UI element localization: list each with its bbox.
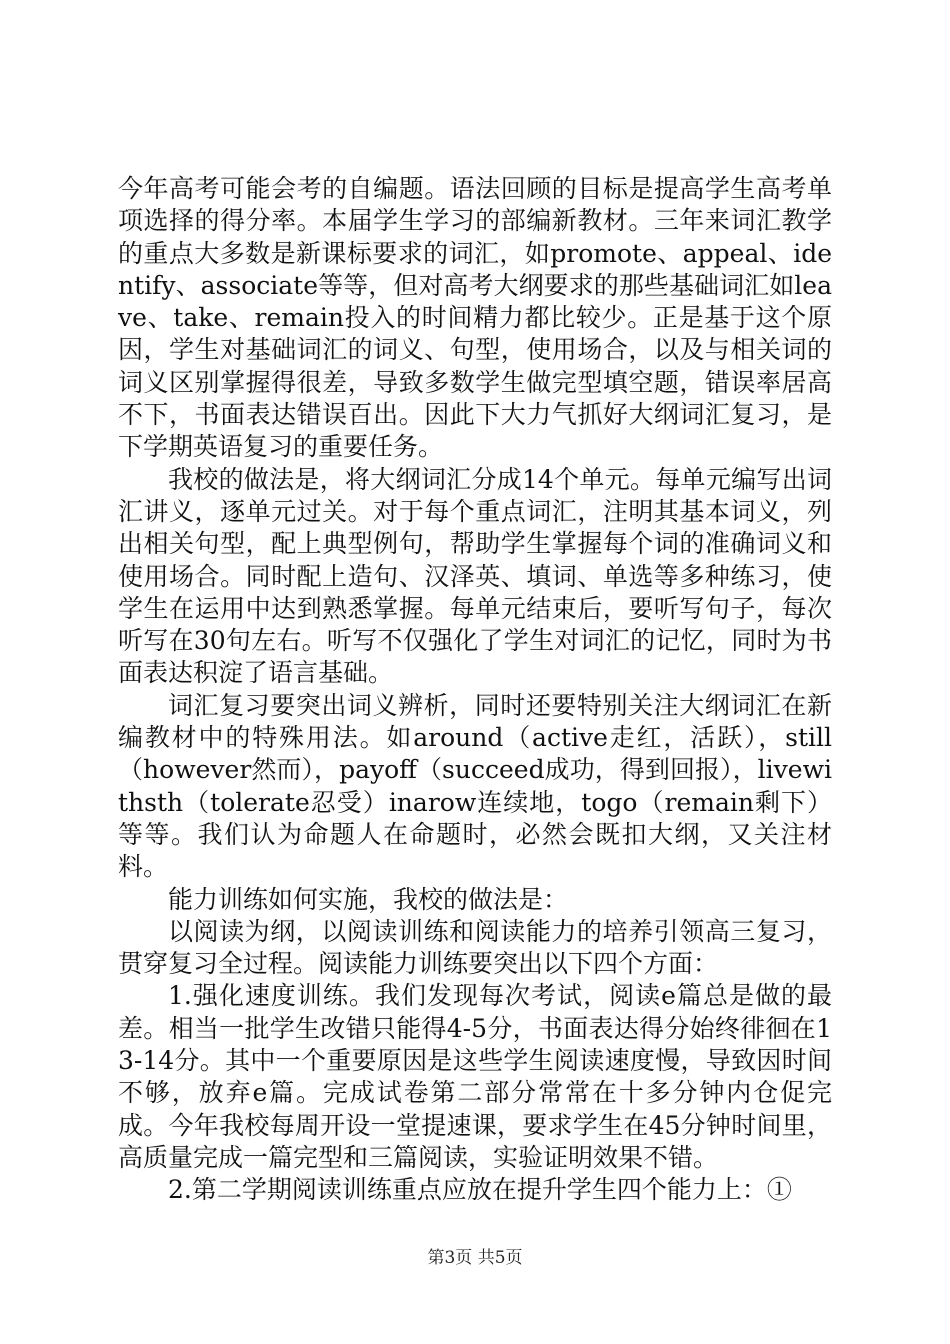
paragraph-school-method: 我校的做法是，将大纲词汇分成14个单元。每单元编写出词汇讲义，逐单元过关。对于每个重点词汇，注明其基本词义，列出相关句型，配上典型例句，帮助学生掌握每个词的准确词义和使用场合。同时配上造句、汉泽英、填词、单选等多种练习，使学生在运用中达到熟悉掌握。每单元结束后，要听写句子，每次听写在30句左右。听写不仅强化了学生对词汇的记忆，同时为书面表达积淀了语言基础。 [118,464,832,688]
paragraph-ability-training: 能力训练如何实施，我校的做法是： [168,884,569,914]
paragraph-word-meaning: 词汇复习要突出词义辨析，同时还要特别关注大纲词汇在新编教材中的特殊用法。如around（active走红，活跃），still（however然而），payoff（succeed成功，得到回报），livewithsth（tolerate忍受）inarow连续地，togo（remain剩下）等等。我们认为命题人在命题时，必然会既扣大纲，又关注材料。 [118,690,832,882]
page-number-footer: 第3页 共5页 [427,1248,523,1268]
paragraph-second-term: 2.第二学期阅读训练重点应放在提升学生四个能力上：① [168,1175,792,1205]
paragraph-vocabulary-background: 今年高考可能会考的自编题。语法回顾的目标是提高学生高考单项选择的得分率。本届学生学习的部编新教材。三年来词汇教学的重点大多数是新课标要求的词汇，如promote、appeal、identify、associate等等，但对高考大纲要求的那些基础词汇如leave、take、remain投入的时间精力都比较少。正是基于这个原因，学生对基础词汇的词义、句型，使用场合，以及与相关词的词义区别掌握得很差，导致多数学生做完型填空题，错误率居高不下，书面表达错误百出。因此下大力气抓好大纲词汇复习，是下学期英语复习的重要任务。 [118,174,832,462]
paragraph-reading-focus: 以阅读为纲，以阅读训练和阅读能力的培养引领高三复习，贯穿复习全过程。阅读能力训练要突出以下四个方面： [118,916,832,979]
document-body [118,173,832,1207]
paragraph-speed-training: 1.强化速度训练。我们发现每次考试，阅读e篇总是做的最差。相当一批学生改错只能得4-5分，书面表达得分始终徘徊在13-14分。其中一个重要原因是这些学生阅读速度慢，导致因时间不够，放弃e篇。完成试卷第二部分常常在十多分钟内仓促完成。今年我校每周开设一堂提速课，要求学生在45分钟时间里，高质量完成一篇完型和三篇阅读，实验证明效果不错。 [118,981,832,1172]
